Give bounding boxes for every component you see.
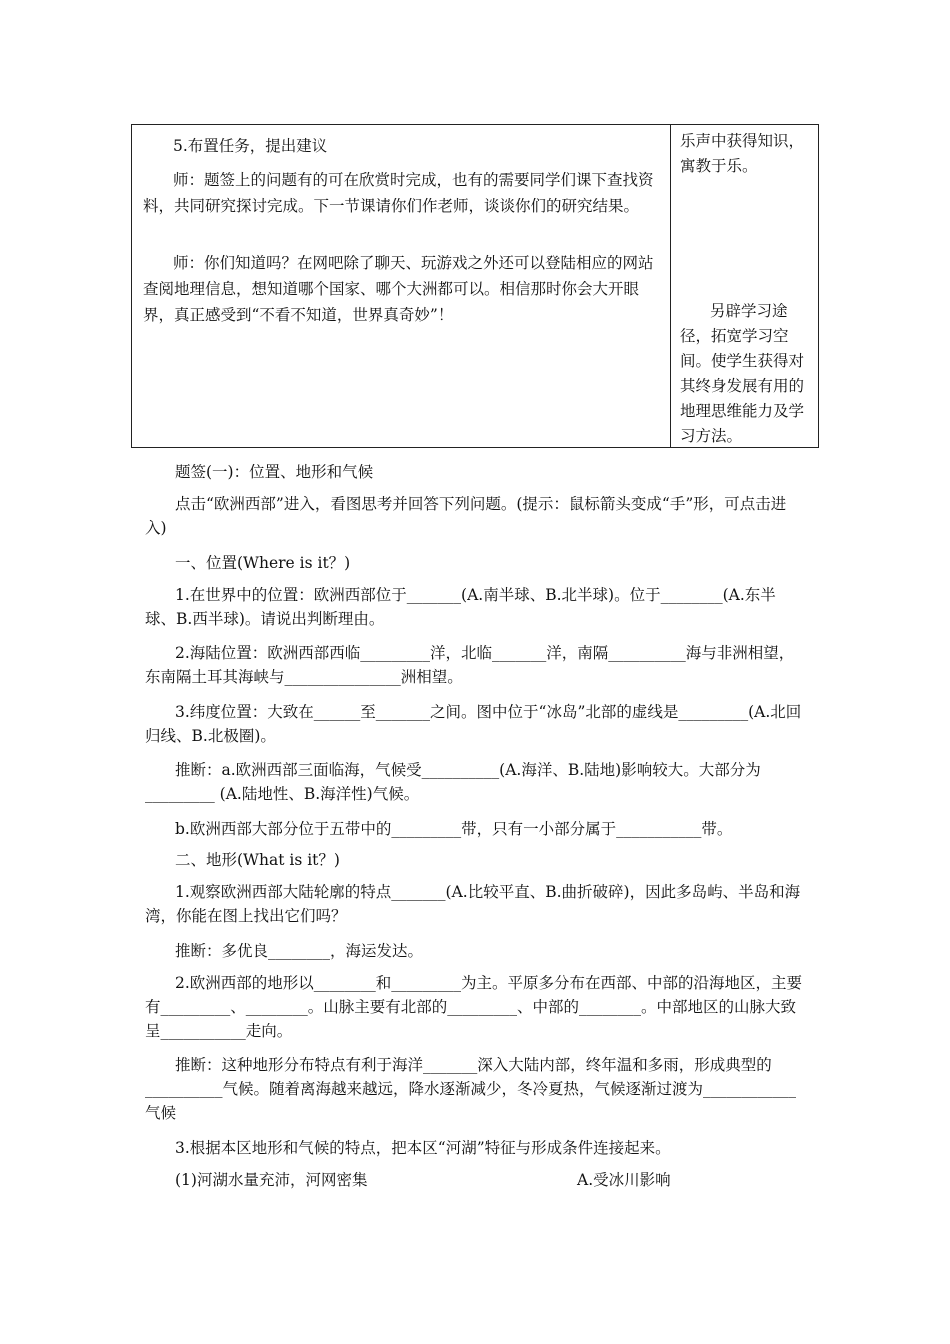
teacher-paragraph-1: 师：题签上的问题有的可在欣赏时完成，也有的需要同学们课下查找资料，共同研究探讨完成。下一节课请你们作老师，谈谈你们的研究结果。 (143, 171, 654, 215)
task-heading: 5.布置任务，提出建议 (173, 137, 328, 155)
section-terrain-heading: 二、地形(What is it？) (175, 851, 340, 869)
match-right-item: A.受冰川影响 (577, 1171, 671, 1189)
section-location-heading: 一、位置(Where is it？) (175, 554, 351, 572)
question-sheet-title: 题签(一)：位置、地形和气候 (175, 463, 374, 481)
column-divider (670, 125, 671, 447)
terrain-question-1: 1.观察欧洲西部大陆轮廓的特点_______(A.比较平直、B.曲折破碎)，因此多岛屿、半岛和海湾，你能在图上找出它们吗？ (145, 883, 801, 925)
inference-1: 推断：a.欧洲西部三面临海，气候受__________(A.海洋、B.陆地)影响较大。大部分为_________ (A.陆地性、B.海洋性)气候。 (145, 761, 761, 803)
question-3: 3.纬度位置：大致在______至_______之间。图中位于“冰岛”北部的虚线是_________(A.北回归线、B.北极圈)。 (145, 703, 802, 745)
right-note-top: 乐声中获得知识，寓教于乐。 (680, 132, 805, 175)
inference-3: 推断：这种地形分布特点有利于海洋_______深入大陆内部，终年温和多雨，形成典型的__________气候。随着离海越来越远，降水逐渐减少，冬冷夏热，气候逐渐过渡为____________气候 (145, 1056, 797, 1122)
match-left-item: (1)河湖水量充沛，河网密集 (175, 1171, 368, 1189)
lesson-table (131, 124, 819, 448)
inference-1b: b.欧洲西部大部分位于五带中的_________带，只有一小部分属于___________带。 (175, 820, 733, 838)
teacher-paragraph-2: 师：你们知道吗？在网吧除了聊天、玩游戏之外还可以登陆相应的网站查阅地理信息，想知道哪个国家、哪个大洲都可以。相信那时你会大开眼界，真正感受到“不看不知道，世界真奇妙”！ (143, 254, 654, 324)
question-1: 1.在世界中的位置：欧洲西部位于_______(A.南半球、B.北半球)。位于________(A.东半球、B.西半球)。请说出判断理由。 (145, 586, 776, 628)
inference-2: 推断：多优良________，海运发达。 (175, 942, 424, 960)
question-2: 2.海陆位置：欧洲西部西临_________洋，北临_______洋，南隔__________海与非洲相望，东南隔土耳其海峡与_______________洲相望。 (145, 644, 795, 686)
terrain-question-3: 3.根据本区地形和气候的特点，把本区“河湖”特征与形成条件连接起来。 (175, 1139, 671, 1157)
intro-paragraph: 点击“欧洲西部”进入，看图思考并回答下列问题。(提示：鼠标箭头变成“手”形，可点击进入) (145, 495, 787, 537)
terrain-question-2: 2.欧洲西部的地形以________和_________为主。平原多分布在西部、中部的沿海地区，主要有_________、________。山脉主要有北部的_________、中部的________。中部地区的山脉大致呈___________走向。 (145, 974, 803, 1040)
right-note-bottom: 另辟学习途径，拓宽学习空间。使学生获得对其终身发展有用的地理思维能力及学习方法。 (680, 302, 805, 445)
